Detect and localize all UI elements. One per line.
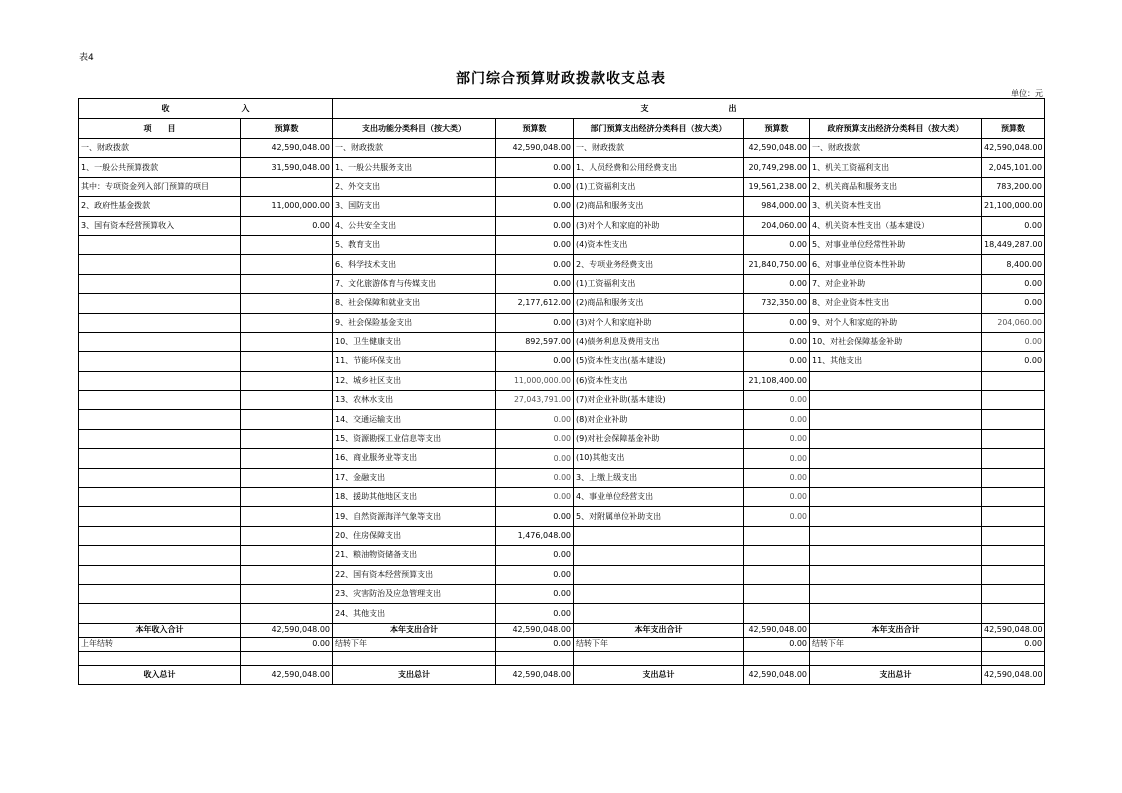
column-header: 预算数 (982, 119, 1045, 139)
amount-cell: 42,590,048.00 (744, 139, 810, 158)
label-cell: 一、财政拨款 (574, 139, 744, 158)
table-row (79, 197, 1045, 216)
label-cell: 23、灾害防治及应急管理支出 (333, 584, 496, 603)
amount-cell (241, 526, 333, 545)
table-row (79, 565, 1045, 584)
label-cell: (1)工资福利支出 (574, 177, 744, 196)
amount-cell (744, 651, 810, 665)
label-cell (79, 546, 241, 565)
label-cell (79, 332, 241, 351)
amount-cell: 0.00 (496, 235, 574, 254)
label-cell: 8、社会保障和就业支出 (333, 294, 496, 313)
table-row (79, 526, 1045, 545)
label-cell: 本年支出合计 (333, 623, 496, 637)
amount-cell: 2,177,612.00 (496, 294, 574, 313)
amount-cell: 783,200.00 (982, 177, 1045, 196)
label-cell (810, 507, 982, 526)
label-cell: 11、其他支出 (810, 352, 982, 371)
amount-cell: 0.00 (496, 468, 574, 487)
column-header: 预算数 (241, 119, 333, 139)
label-cell: 20、住房保障支出 (333, 526, 496, 545)
amount-cell: 42,590,048.00 (241, 665, 333, 684)
label-cell: 1、一般公共服务支出 (333, 158, 496, 177)
amount-cell: 0.00 (496, 546, 574, 565)
amount-cell: 0.00 (496, 216, 574, 235)
table-row (79, 391, 1045, 410)
amount-cell: 0.00 (744, 429, 810, 448)
amount-cell: 42,590,048.00 (496, 623, 574, 637)
label-cell: 5、对事业单位经常性补助 (810, 235, 982, 254)
label-cell: 2、政府性基金拨款 (79, 197, 241, 216)
label-cell: (7)对企业补助(基本建设) (574, 391, 744, 410)
amount-cell: 204,060.00 (982, 313, 1045, 332)
amount-cell (982, 526, 1045, 545)
amount-cell: 0.00 (496, 488, 574, 507)
amount-cell (982, 507, 1045, 526)
label-cell: 4、公共安全支出 (333, 216, 496, 235)
unit-label: 单位：元 (1011, 89, 1043, 98)
amount-cell: 0.00 (744, 235, 810, 254)
label-cell (79, 429, 241, 448)
amount-cell: 0.00 (241, 637, 333, 651)
label-cell: 1、人员经费和公用经费支出 (574, 158, 744, 177)
label-cell (810, 604, 982, 623)
label-cell: 7、文化旅游体育与传媒支出 (333, 274, 496, 293)
label-cell: 17、金融支出 (333, 468, 496, 487)
label-cell (574, 604, 744, 623)
amount-cell: 21,100,000.00 (982, 197, 1045, 216)
label-cell: 4、机关资本性支出（基本建设） (810, 216, 982, 235)
amount-cell: 0.00 (982, 352, 1045, 371)
label-cell: 支出总计 (574, 665, 744, 684)
label-cell: 支出总计 (810, 665, 982, 684)
column-header: 支出功能分类科目（按大类） (333, 119, 496, 139)
amount-cell: 0.00 (496, 352, 574, 371)
amount-cell (241, 177, 333, 196)
table-row (79, 410, 1045, 429)
amount-cell (241, 429, 333, 448)
label-cell: 9、社会保险基金支出 (333, 313, 496, 332)
label-cell: 18、援助其他地区支出 (333, 488, 496, 507)
amount-cell (241, 488, 333, 507)
table-row (79, 637, 1045, 651)
amount-cell: 0.00 (982, 637, 1045, 651)
table-body (79, 99, 1045, 685)
label-cell (574, 546, 744, 565)
amount-cell: 0.00 (496, 507, 574, 526)
amount-cell: 11,000,000.00 (241, 197, 333, 216)
amount-cell: 0.00 (744, 332, 810, 351)
amount-cell (241, 332, 333, 351)
table-row (79, 235, 1045, 254)
amount-cell (982, 488, 1045, 507)
label-cell: 本年支出合计 (810, 623, 982, 637)
label-cell: 6、对事业单位资本性补助 (810, 255, 982, 274)
table-row (79, 546, 1045, 565)
amount-cell: 42,590,048.00 (496, 139, 574, 158)
label-cell: 其中：专项资金列入部门预算的项目 (79, 177, 241, 196)
amount-cell: 2,045,101.00 (982, 158, 1045, 177)
header-row-columns (79, 119, 1045, 139)
label-cell: 21、粮油物资储备支出 (333, 546, 496, 565)
amount-cell (744, 565, 810, 584)
label-cell (810, 429, 982, 448)
amount-cell (744, 526, 810, 545)
amount-cell (744, 584, 810, 603)
table-number: 表4 (79, 53, 94, 63)
label-cell (79, 565, 241, 584)
label-cell (79, 274, 241, 293)
label-cell: 本年收入合计 (79, 623, 241, 637)
label-cell: 14、交通运输支出 (333, 410, 496, 429)
column-header: 预算数 (744, 119, 810, 139)
amount-cell (982, 546, 1045, 565)
amount-cell (241, 410, 333, 429)
amount-cell (241, 651, 333, 665)
amount-cell: 0.00 (496, 274, 574, 293)
column-header: 部门预算支出经济分类科目（按大类） (574, 119, 744, 139)
label-cell: (10)其他支出 (574, 449, 744, 468)
label-cell: (9)对社会保障基金补助 (574, 429, 744, 448)
column-header: 政府预算支出经济分类科目（按大类） (810, 119, 982, 139)
label-cell: 一、财政拨款 (810, 139, 982, 158)
amount-cell (241, 449, 333, 468)
amount-cell: 21,108,400.00 (744, 371, 810, 390)
label-cell: 11、节能环保支出 (333, 352, 496, 371)
label-cell: (6)资本性支出 (574, 371, 744, 390)
table-row (79, 371, 1045, 390)
amount-cell: 0.00 (744, 637, 810, 651)
label-cell: 上年结转 (79, 637, 241, 651)
label-cell: (5)资本性支出(基本建设) (574, 352, 744, 371)
label-cell: 16、商业服务业等支出 (333, 449, 496, 468)
label-cell (79, 391, 241, 410)
amount-cell: 0.00 (496, 565, 574, 584)
amount-cell (241, 274, 333, 293)
label-cell (574, 651, 744, 665)
label-cell (810, 565, 982, 584)
label-cell: (4)债务利息及费用支出 (574, 332, 744, 351)
amount-cell: 1,476,048.00 (496, 526, 574, 545)
amount-cell: 0.00 (496, 177, 574, 196)
budget-table (78, 98, 1045, 685)
amount-cell (241, 352, 333, 371)
amount-cell: 0.00 (496, 584, 574, 603)
amount-cell: 0.00 (496, 637, 574, 651)
table-row (79, 488, 1045, 507)
label-cell (810, 546, 982, 565)
income-section-header: 收 入 (79, 99, 333, 119)
amount-cell: 892,597.00 (496, 332, 574, 351)
label-cell (333, 651, 496, 665)
amount-cell: 0.00 (982, 332, 1045, 351)
label-cell (810, 584, 982, 603)
label-cell: 9、对个人和家庭的补助 (810, 313, 982, 332)
table-row (79, 604, 1045, 623)
label-cell (79, 526, 241, 545)
label-cell: 22、国有资本经营预算支出 (333, 565, 496, 584)
amount-cell: 8,400.00 (982, 255, 1045, 274)
label-cell (810, 651, 982, 665)
label-cell: (1)工资福利支出 (574, 274, 744, 293)
amount-cell: 0.00 (744, 410, 810, 429)
amount-cell (241, 604, 333, 623)
label-cell: 结转下年 (810, 637, 982, 651)
table-row (79, 177, 1045, 196)
label-cell: 5、对附属单位补助支出 (574, 507, 744, 526)
label-cell: 19、自然资源海洋气象等支出 (333, 507, 496, 526)
amount-cell: 0.00 (496, 410, 574, 429)
label-cell: 3、上缴上级支出 (574, 468, 744, 487)
table-row (79, 651, 1045, 665)
amount-cell (241, 255, 333, 274)
table-row (79, 158, 1045, 177)
amount-cell: 21,840,750.00 (744, 255, 810, 274)
amount-cell: 42,590,048.00 (744, 623, 810, 637)
amount-cell: 732,350.00 (744, 294, 810, 313)
table-row (79, 313, 1045, 332)
label-cell (79, 507, 241, 526)
amount-cell (982, 410, 1045, 429)
amount-cell (241, 294, 333, 313)
amount-cell: 0.00 (744, 488, 810, 507)
label-cell: 6、科学技术支出 (333, 255, 496, 274)
amount-cell: 984,000.00 (744, 197, 810, 216)
amount-cell (744, 546, 810, 565)
amount-cell: 42,590,048.00 (982, 665, 1045, 684)
amount-cell: 0.00 (982, 216, 1045, 235)
amount-cell (241, 468, 333, 487)
amount-cell (241, 371, 333, 390)
label-cell (79, 449, 241, 468)
amount-cell: 0.00 (496, 197, 574, 216)
label-cell (810, 391, 982, 410)
label-cell: 结转下年 (333, 637, 496, 651)
page-title: 部门综合预算财政拨款收支总表 (456, 71, 666, 87)
amount-cell (241, 235, 333, 254)
label-cell: 支出总计 (333, 665, 496, 684)
label-cell (574, 584, 744, 603)
amount-cell: 27,043,791.00 (496, 391, 574, 410)
amount-cell: 42,590,048.00 (982, 623, 1045, 637)
table-row (79, 429, 1045, 448)
amount-cell (982, 449, 1045, 468)
amount-cell: 0.00 (744, 313, 810, 332)
label-cell: (2)商品和服务支出 (574, 197, 744, 216)
label-cell: 8、对企业资本性支出 (810, 294, 982, 313)
amount-cell (744, 604, 810, 623)
label-cell (79, 488, 241, 507)
label-cell: 一、财政拨款 (79, 139, 241, 158)
amount-cell (241, 584, 333, 603)
amount-cell: 0.00 (496, 313, 574, 332)
amount-cell (982, 371, 1045, 390)
label-cell (79, 468, 241, 487)
amount-cell: 42,590,048.00 (982, 139, 1045, 158)
amount-cell (982, 429, 1045, 448)
amount-cell: 204,060.00 (744, 216, 810, 235)
label-cell (810, 468, 982, 487)
amount-cell: 19,561,238.00 (744, 177, 810, 196)
column-header: 预算数 (496, 119, 574, 139)
amount-cell: 0.00 (496, 449, 574, 468)
amount-cell: 42,590,048.00 (241, 623, 333, 637)
amount-cell (982, 651, 1045, 665)
amount-cell: 42,590,048.00 (496, 665, 574, 684)
amount-cell (982, 468, 1045, 487)
table-row (79, 665, 1045, 684)
table-row (79, 139, 1045, 158)
label-cell: (8)对企业补助 (574, 410, 744, 429)
amount-cell: 0.00 (496, 158, 574, 177)
amount-cell (982, 565, 1045, 584)
amount-cell (982, 584, 1045, 603)
amount-cell: 0.00 (496, 255, 574, 274)
label-cell: 3、国有资本经营预算收入 (79, 216, 241, 235)
table-row (79, 255, 1045, 274)
label-cell: 收入总计 (79, 665, 241, 684)
amount-cell: 18,449,287.00 (982, 235, 1045, 254)
amount-cell: 11,000,000.00 (496, 371, 574, 390)
label-cell (810, 371, 982, 390)
table-row (79, 584, 1045, 603)
amount-cell: 42,590,048.00 (241, 139, 333, 158)
amount-cell: 0.00 (496, 604, 574, 623)
label-cell: 2、外交支出 (333, 177, 496, 196)
label-cell (79, 371, 241, 390)
label-cell (79, 651, 241, 665)
label-cell (79, 410, 241, 429)
column-header: 项 目 (79, 119, 241, 139)
amount-cell: 0.00 (744, 352, 810, 371)
label-cell (810, 449, 982, 468)
table-row (79, 274, 1045, 293)
table-row (79, 294, 1045, 313)
label-cell: 7、对企业补助 (810, 274, 982, 293)
amount-cell: 20,749,298.00 (744, 158, 810, 177)
label-cell: 12、城乡社区支出 (333, 371, 496, 390)
label-cell: 一、财政拨款 (333, 139, 496, 158)
table-row (79, 623, 1045, 637)
label-cell (810, 410, 982, 429)
label-cell (79, 294, 241, 313)
label-cell: 4、事业单位经营支出 (574, 488, 744, 507)
table-row (79, 216, 1045, 235)
amount-cell (241, 391, 333, 410)
amount-cell: 0.00 (744, 391, 810, 410)
amount-cell: 31,590,048.00 (241, 158, 333, 177)
label-cell: 1、一般公共预算拨款 (79, 158, 241, 177)
amount-cell (241, 507, 333, 526)
amount-cell (496, 651, 574, 665)
label-cell (810, 488, 982, 507)
table-row (79, 449, 1045, 468)
amount-cell (241, 546, 333, 565)
label-cell: 5、教育支出 (333, 235, 496, 254)
label-cell: 10、对社会保障基金补助 (810, 332, 982, 351)
amount-cell: 42,590,048.00 (744, 665, 810, 684)
amount-cell (241, 313, 333, 332)
table-row (79, 468, 1045, 487)
label-cell: 3、机关资本性支出 (810, 197, 982, 216)
amount-cell: 0.00 (982, 294, 1045, 313)
label-cell (574, 526, 744, 545)
label-cell (79, 604, 241, 623)
label-cell (79, 313, 241, 332)
label-cell: (2)商品和服务支出 (574, 294, 744, 313)
label-cell: 3、国防支出 (333, 197, 496, 216)
table-row (79, 507, 1045, 526)
label-cell: 24、其他支出 (333, 604, 496, 623)
amount-cell: 0.00 (982, 274, 1045, 293)
label-cell (79, 584, 241, 603)
label-cell: 10、卫生健康支出 (333, 332, 496, 351)
label-cell (574, 565, 744, 584)
label-cell (810, 526, 982, 545)
amount-cell: 0.00 (744, 507, 810, 526)
amount-cell (982, 391, 1045, 410)
table-row (79, 332, 1045, 351)
label-cell: 13、农林水支出 (333, 391, 496, 410)
label-cell: 15、资源勘探工业信息等支出 (333, 429, 496, 448)
amount-cell (982, 604, 1045, 623)
label-cell: 2、专项业务经费支出 (574, 255, 744, 274)
amount-cell: 0.00 (744, 274, 810, 293)
amount-cell: 0.00 (744, 449, 810, 468)
label-cell (79, 235, 241, 254)
amount-cell: 0.00 (496, 429, 574, 448)
label-cell: (4)资本性支出 (574, 235, 744, 254)
label-cell (79, 255, 241, 274)
label-cell: 1、机关工资福利支出 (810, 158, 982, 177)
table-row (79, 352, 1045, 371)
amount-cell (241, 565, 333, 584)
amount-cell: 0.00 (241, 216, 333, 235)
expense-section-header: 支 出 (333, 99, 1045, 119)
amount-cell: 0.00 (744, 468, 810, 487)
label-cell: 本年支出合计 (574, 623, 744, 637)
label-cell: (3)对个人和家庭补助 (574, 313, 744, 332)
label-cell: 结转下年 (574, 637, 744, 651)
label-cell (79, 352, 241, 371)
header-row-sections (79, 99, 1045, 119)
label-cell: (3)对个人和家庭的补助 (574, 216, 744, 235)
label-cell: 2、机关商品和服务支出 (810, 177, 982, 196)
